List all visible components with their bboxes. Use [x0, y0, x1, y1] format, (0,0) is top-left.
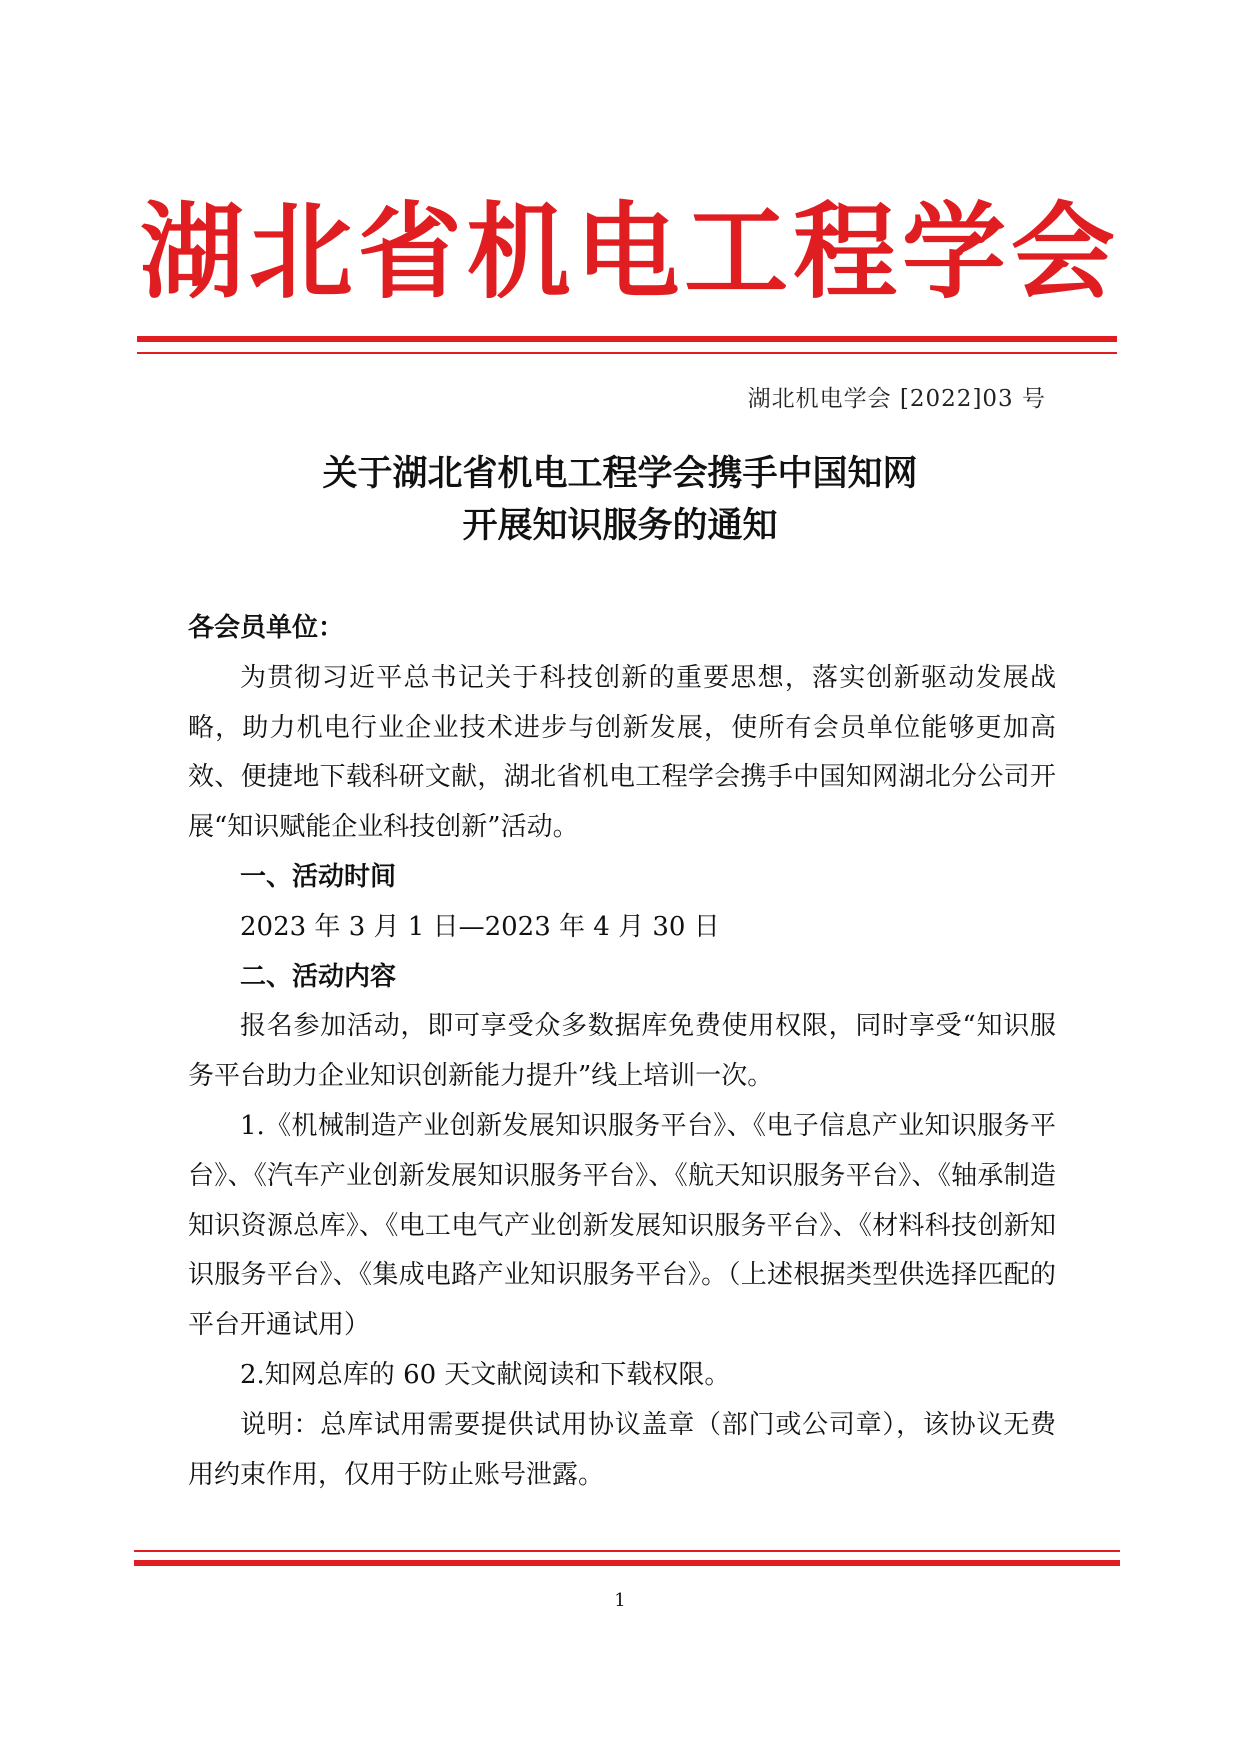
masthead-char: 会 [1010, 191, 1115, 313]
title-line-2: 开展知识服务的通知 [462, 506, 778, 546]
masthead-char: 程 [793, 191, 898, 313]
document-title [0, 448, 1240, 552]
section-heading-content: 二、活动内容 [240, 961, 397, 992]
header-divider-thick [137, 336, 1117, 342]
content-paragraph: 报名参加活动，即可享受众多数据库免费使用权限，同时享受“知识服务平台助力企业知识创新能力提升”线上培训一次。 [188, 1011, 1056, 1092]
activity-dates: 2023 年 3 月 1 日—2023 年 4 月 30 日 [240, 911, 720, 942]
intro-paragraph: 为贯彻习近平总书记关于科技创新的重要思想，落实创新驱动发展战略，助力机电行业企业技术进步与创新发展，使所有会员单位能够更加高效、便捷地下载科研文献，湖北省机电工程学会携手中国知网湖北分公司开展“知识赋能企业科技创新”活动。 [188, 662, 1056, 843]
title-line-1: 关于湖北省机电工程学会携手中国知网 [322, 454, 918, 494]
header-divider-thin [137, 352, 1117, 354]
section-heading-time: 一、活动时间 [240, 861, 397, 892]
masthead-char: 学 [902, 191, 1007, 313]
masthead-char: 北 [248, 191, 353, 313]
footer-divider-thick [134, 1560, 1120, 1566]
masthead-char: 湖 [140, 191, 245, 313]
masthead-title [140, 186, 1115, 318]
list-item-platforms: 1.《机械制造产业创新发展知识服务平台》、《电子信息产业知识服务平台》、《汽车产业创新发展知识服务平台》、《航天知识服务平台》、《轴承制造知识资源总库》、《电工电气产业创新发展知识服务平台》、《材料科技创新知识服务平台》、《集成电路产业知识服务平台》。（上述根据类型供选择匹配的平台开通试用） [188, 1110, 1056, 1341]
list-item-database: 2.知网总库的 60 天文献阅读和下载权限。 [240, 1359, 731, 1390]
masthead-char: 机 [466, 191, 571, 313]
footer-divider-thin [134, 1550, 1120, 1552]
note-paragraph: 说明：总库试用需要提供试用协议盖章（部门或公司章），该协议无费用约束作用，仅用于防止账号泄露。 [188, 1409, 1056, 1490]
document-number: 湖北机电学会 [2022]03 号 [747, 386, 1046, 412]
masthead-char: 电 [575, 191, 680, 313]
masthead-char: 省 [357, 191, 462, 313]
masthead-char: 工 [684, 191, 789, 313]
salutation: 各会员单位： [188, 613, 345, 643]
document-body [188, 604, 1056, 1500]
page-number: 1 [614, 1590, 626, 1611]
